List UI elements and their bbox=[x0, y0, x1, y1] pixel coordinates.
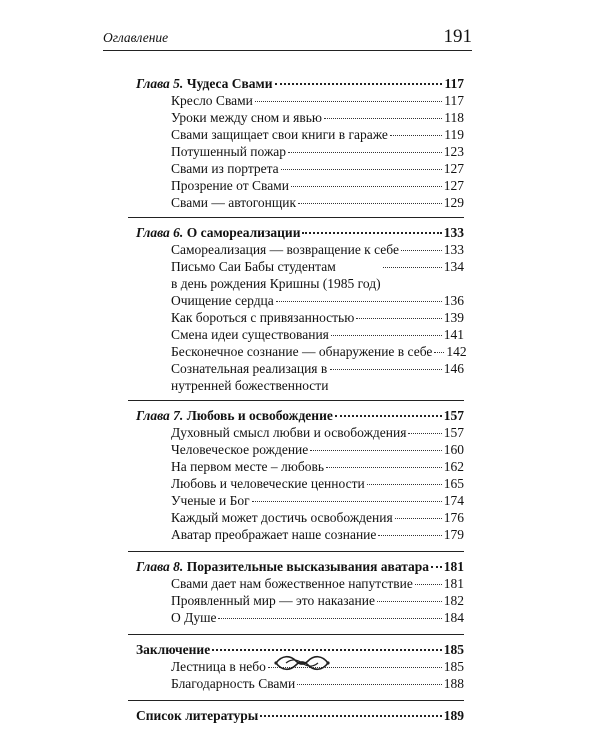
dot-leader bbox=[331, 335, 442, 336]
dot-leader bbox=[395, 518, 442, 519]
chapter-page: 117 bbox=[444, 76, 464, 91]
entry-page: 162 bbox=[443, 459, 464, 474]
dot-leader bbox=[276, 301, 442, 302]
toc-chapter-heading[interactable] bbox=[128, 707, 464, 724]
entry-page: 123 bbox=[443, 144, 464, 159]
entry-title: Потушенный пожар bbox=[171, 144, 287, 159]
chapter-title bbox=[136, 407, 333, 424]
dot-leader bbox=[310, 450, 441, 451]
entry-page: 133 bbox=[443, 242, 464, 257]
dot-leader bbox=[390, 135, 442, 136]
running-head bbox=[103, 24, 472, 51]
chapter-prefix: Глава 8. bbox=[136, 559, 184, 574]
entry-page: 127 bbox=[443, 161, 464, 176]
entry-page: 139 bbox=[443, 310, 464, 325]
entry-title: Духовный смысл любви и освобождения bbox=[171, 425, 407, 440]
dot-leader bbox=[401, 250, 442, 251]
entry-page: 184 bbox=[443, 610, 464, 625]
dot-leader bbox=[415, 584, 442, 585]
chapter-title bbox=[136, 75, 273, 92]
entry-title: Свами дает нам божественное напутствие bbox=[171, 576, 413, 591]
dot-leader bbox=[377, 601, 442, 602]
entry-page: 160 bbox=[443, 442, 464, 457]
toc-entry[interactable] bbox=[128, 575, 464, 592]
entry-title: Человеческое рождение bbox=[171, 442, 309, 457]
toc-entry[interactable] bbox=[128, 292, 464, 309]
toc-chapter-heading[interactable] bbox=[128, 407, 464, 424]
toc-entry[interactable] bbox=[128, 475, 464, 492]
entry-page: 142 bbox=[446, 344, 467, 359]
entry-title: Бесконечное сознание — обнаружение в себе bbox=[171, 344, 433, 359]
flourish-ornament-icon bbox=[272, 652, 332, 674]
toc-entry[interactable] bbox=[128, 360, 464, 394]
dot-leader bbox=[324, 118, 442, 119]
dot-leader bbox=[218, 618, 441, 619]
chapter-title bbox=[136, 707, 258, 724]
toc-entry[interactable] bbox=[128, 177, 464, 194]
entry-page: 174 bbox=[443, 493, 464, 508]
chapter-title bbox=[136, 224, 300, 241]
dot-leader bbox=[434, 352, 444, 353]
entry-page: 118 bbox=[444, 110, 464, 125]
entry-page: 182 bbox=[443, 593, 464, 608]
toc-entry[interactable] bbox=[128, 675, 464, 692]
dot-leader bbox=[367, 484, 442, 485]
entry-title: Смена идеи существования bbox=[171, 327, 329, 342]
entry-title: Уроки между сном и явью bbox=[171, 110, 322, 125]
toc-chapter bbox=[128, 400, 464, 543]
entry-title: Аватар преображает наше сознание bbox=[171, 527, 377, 542]
dot-leader bbox=[252, 501, 442, 502]
entry-title: Любовь и человеческие ценности bbox=[171, 476, 365, 491]
page-number: 191 bbox=[443, 26, 472, 47]
section-title: Оглавление bbox=[103, 30, 169, 45]
toc-entry[interactable] bbox=[128, 441, 464, 458]
entry-page: 127 bbox=[443, 178, 464, 193]
chapter-name: Чудеса Свами bbox=[186, 76, 273, 91]
dot-leader bbox=[330, 369, 441, 370]
chapter-title bbox=[136, 558, 429, 575]
chapter-page: 185 bbox=[443, 642, 464, 657]
dot-leader bbox=[302, 232, 441, 234]
chapter-name: Заключение bbox=[136, 642, 211, 657]
entry-page: 188 bbox=[443, 676, 464, 691]
dot-leader bbox=[431, 566, 442, 568]
entry-title: Каждый может достичь освобождения bbox=[171, 510, 393, 525]
dot-leader bbox=[378, 535, 441, 536]
toc-entry[interactable] bbox=[128, 92, 464, 109]
entry-page: 141 bbox=[443, 327, 464, 342]
chapter-page: 189 bbox=[443, 708, 464, 723]
entry-page: 136 bbox=[443, 293, 464, 308]
toc-chapter-heading[interactable] bbox=[128, 558, 464, 575]
chapter-prefix: Глава 7. bbox=[136, 408, 184, 423]
entry-page: 157 bbox=[443, 425, 464, 440]
dot-leader bbox=[281, 169, 442, 170]
toc-chapter-heading[interactable] bbox=[128, 224, 464, 241]
entry-page: 117 bbox=[444, 93, 464, 108]
entry-page: 181 bbox=[443, 576, 464, 591]
entry-title: О Душе bbox=[171, 610, 217, 625]
entry-title: На первом месте – любовь bbox=[171, 459, 325, 474]
toc-entry[interactable] bbox=[128, 509, 464, 526]
entry-title: Проявленный мир — это наказание bbox=[171, 593, 375, 608]
entry-title-line: Сознательная реализация в bbox=[171, 361, 328, 376]
chapter-name: О самореализации bbox=[186, 225, 301, 240]
chapter-prefix: Глава 6. bbox=[136, 225, 184, 240]
entry-title: Очищение сердца bbox=[171, 293, 274, 308]
chapter-page: 133 bbox=[443, 225, 464, 240]
toc-entry[interactable] bbox=[128, 160, 464, 177]
toc-entry[interactable] bbox=[128, 458, 464, 475]
toc-entry[interactable] bbox=[128, 258, 464, 292]
toc-entry[interactable] bbox=[128, 309, 464, 326]
dot-leader bbox=[298, 203, 442, 204]
dot-leader bbox=[356, 318, 441, 319]
entry-title: Свами из портрета bbox=[171, 161, 279, 176]
entry-page: 176 bbox=[443, 510, 464, 525]
entry-page: 134 bbox=[443, 259, 464, 274]
toc-entry[interactable] bbox=[128, 326, 464, 343]
table-of-contents bbox=[128, 73, 467, 724]
chapter-page: 157 bbox=[443, 408, 464, 423]
entry-title: Свами — автогонщик bbox=[171, 195, 297, 210]
entry-page: 119 bbox=[444, 127, 464, 142]
dot-leader bbox=[255, 101, 442, 102]
entry-page: 179 bbox=[443, 527, 464, 542]
toc-chapter bbox=[128, 217, 467, 394]
entry-title: Прозрение от Свами bbox=[171, 178, 289, 193]
toc-entry[interactable] bbox=[128, 592, 464, 609]
toc-entry[interactable] bbox=[128, 609, 464, 626]
entry-page: 185 bbox=[443, 659, 464, 674]
dot-leader bbox=[383, 267, 442, 268]
chapter-name: Список литературы bbox=[136, 708, 259, 723]
chapter-name: Любовь и освобождение bbox=[186, 408, 333, 423]
chapter-page: 181 bbox=[443, 559, 464, 574]
entry-title: Самореализация — возвращение к себе bbox=[171, 242, 399, 257]
toc-entry[interactable] bbox=[128, 343, 467, 360]
chapter-title bbox=[136, 641, 210, 658]
dot-leader bbox=[335, 415, 442, 417]
entry-page: 165 bbox=[443, 476, 464, 491]
dot-leader bbox=[297, 684, 442, 685]
entry-title: Ученые и Бог bbox=[171, 493, 250, 508]
toc-entry[interactable] bbox=[128, 241, 464, 258]
entry-title: Как бороться с привязанностью bbox=[171, 310, 355, 325]
entry-page: 146 bbox=[443, 361, 464, 376]
entry-title-line: нутренней божественности bbox=[171, 378, 329, 393]
entry-title-line: Письмо Саи Бабы студентам bbox=[171, 259, 336, 274]
dot-leader bbox=[408, 433, 441, 434]
toc-entry[interactable] bbox=[128, 143, 464, 160]
toc-chapter bbox=[128, 75, 464, 211]
toc-entry[interactable] bbox=[128, 424, 464, 441]
toc-entry[interactable] bbox=[128, 492, 464, 509]
dot-leader bbox=[326, 467, 442, 468]
dot-leader bbox=[212, 649, 442, 651]
toc-entry[interactable] bbox=[128, 126, 464, 143]
dot-leader bbox=[275, 83, 443, 85]
toc-entry[interactable] bbox=[128, 109, 464, 126]
dot-leader bbox=[288, 152, 442, 153]
entry-title: Лестница в небо bbox=[171, 659, 266, 674]
dot-leader bbox=[260, 715, 441, 717]
entry-title: Кресло Свами bbox=[171, 93, 253, 108]
entry-title: Благодарность Свами bbox=[171, 676, 296, 691]
chapter-name: Поразительные высказывания аватара bbox=[186, 559, 430, 574]
entry-page: 129 bbox=[443, 195, 464, 210]
entry-title bbox=[171, 360, 328, 394]
toc-entry[interactable] bbox=[128, 526, 464, 543]
entry-title-line: в день рождения Кришны (1985 год) bbox=[171, 276, 381, 291]
dot-leader bbox=[291, 186, 442, 187]
toc-entry[interactable] bbox=[128, 194, 464, 211]
toc-chapter bbox=[128, 551, 464, 626]
toc-chapter-heading[interactable] bbox=[128, 75, 464, 92]
entry-title bbox=[171, 258, 381, 292]
toc-chapter bbox=[128, 700, 464, 724]
chapter-prefix: Глава 5. bbox=[136, 76, 184, 91]
entry-title: Свами защищает свои книги в гараже bbox=[171, 127, 388, 142]
